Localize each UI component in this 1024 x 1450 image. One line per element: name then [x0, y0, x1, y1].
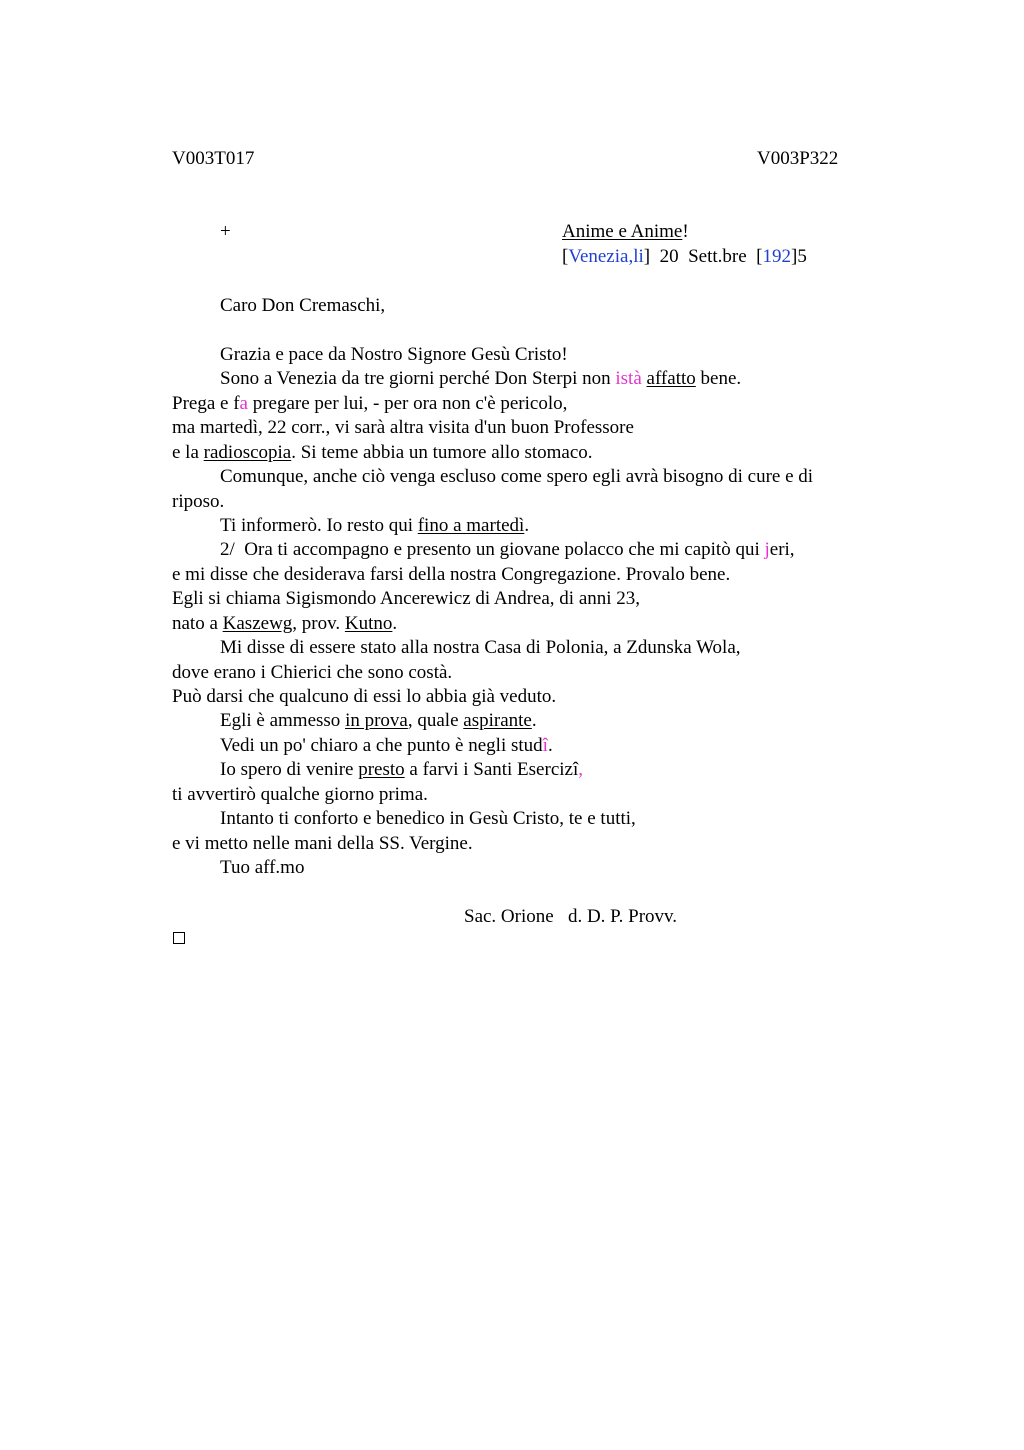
date-line	[562, 245, 807, 269]
text-span: , prov.	[292, 613, 345, 634]
body-line	[220, 514, 529, 538]
underlined-word: fino a martedì	[417, 515, 525, 536]
closing: Tuo aff.mo	[220, 857, 305, 878]
text-span: 2/ Ora ti accompagno e presento un giovane polacco che mi capitò qui	[220, 539, 765, 560]
document-code-left: V003T017	[172, 148, 255, 169]
body-line: Egli si chiama Sigismondo Ancerewicz di Andrea, di anni 23,	[172, 588, 641, 609]
salutation: Caro Don Cremaschi,	[220, 295, 386, 316]
body-line: Comunque, anche ciò venga escluso come spero egli avrà bisogno di cure e di	[220, 466, 814, 487]
document-code-right: V003P322	[757, 148, 839, 169]
bracket: ]	[643, 246, 651, 267]
body-line	[220, 734, 553, 758]
text-span: Vedi un po' chiaro a che punto è negli stud	[220, 735, 543, 756]
text-span: .	[531, 710, 537, 731]
motto-text: Anime e Anime	[562, 221, 683, 242]
bracket: [	[756, 246, 763, 267]
bracket: [	[562, 246, 569, 267]
underlined-word: aspirante	[463, 710, 532, 731]
text-span: eri,	[769, 539, 795, 560]
body-line: ma martedì, 22 corr., vi sarà altra visita d'un buon Professore	[172, 417, 634, 438]
underlined-word: presto	[358, 759, 405, 780]
text-span: . Si teme abbia un tumore allo stomaco.	[291, 442, 593, 463]
text-span: bene.	[695, 368, 742, 389]
body-line: Mi disse di essere stato alla nostra Casa di Polonia, a Zdunska Wola,	[220, 637, 741, 658]
cross-mark: +	[220, 221, 231, 242]
editor-mark: î	[542, 735, 548, 756]
text-span: Io spero di venire	[220, 759, 359, 780]
text-span: a farvi i Santi Esercizî	[404, 759, 579, 780]
text-span: .	[547, 735, 553, 756]
date-day-month: 20 Sett.bre	[650, 246, 757, 267]
underlined-word: in prova	[345, 710, 408, 731]
body-line: e mi disse che desiderava farsi della nostra Congregazione. Provalo bene.	[172, 564, 731, 585]
body-line: dove erano i Chierici che sono costà.	[172, 662, 453, 683]
body-line	[172, 612, 397, 636]
text-span: Egli è ammesso	[220, 710, 346, 731]
text-span: pregare per lui, - per ora non c'è pericolo,	[247, 393, 568, 414]
signature: Sac. Orione d. D. P. Provv.	[464, 906, 678, 927]
underlined-word: radioscopia	[203, 442, 292, 463]
body-line	[172, 392, 567, 416]
bracket: ]	[791, 246, 798, 267]
body-line	[220, 538, 795, 562]
body-line	[220, 367, 741, 391]
editor-mark: istà	[615, 368, 642, 389]
underlined-word: Kaszewg	[222, 613, 293, 634]
text-span: e la	[172, 442, 204, 463]
text-span: , quale	[407, 710, 464, 731]
underlined-word: affatto	[646, 368, 696, 389]
body-line: riposo.	[172, 491, 225, 512]
text-span: .	[524, 515, 530, 536]
body-line: Grazia e pace da Nostro Signore Gesù Cristo!	[220, 344, 568, 365]
end-marker-box-icon	[173, 932, 185, 944]
body-line	[220, 758, 583, 782]
body-line: Intanto ti conforto e benedico in Gesù Cristo, te e tutti,	[220, 808, 636, 829]
date-place: Venezia,li	[568, 246, 644, 267]
date-year-end: 5	[797, 246, 807, 267]
editor-mark: ,	[578, 759, 583, 780]
text-span: Prega e f	[172, 393, 240, 414]
body-line: ti avvertirò qualche giorno prima.	[172, 784, 428, 805]
text-span: Sono a Venezia da tre giorni perché Don Sterpi non	[220, 368, 616, 389]
text-span: Ti informerò. Io resto qui	[220, 515, 418, 536]
date-year-part: 192	[762, 246, 791, 267]
body-line: e vi metto nelle mani della SS. Vergine.	[172, 833, 473, 854]
editor-mark: j	[764, 539, 770, 560]
text-span: .	[392, 613, 398, 634]
motto-suffix: !	[682, 221, 689, 242]
body-line: Può darsi che qualcuno di essi lo abbia già veduto.	[172, 686, 557, 707]
body-line	[172, 441, 593, 465]
text-span: nato a	[172, 613, 223, 634]
body-line	[220, 709, 537, 733]
motto	[562, 220, 689, 244]
underlined-word: Kutno	[344, 613, 393, 634]
editor-mark: a	[239, 393, 248, 414]
